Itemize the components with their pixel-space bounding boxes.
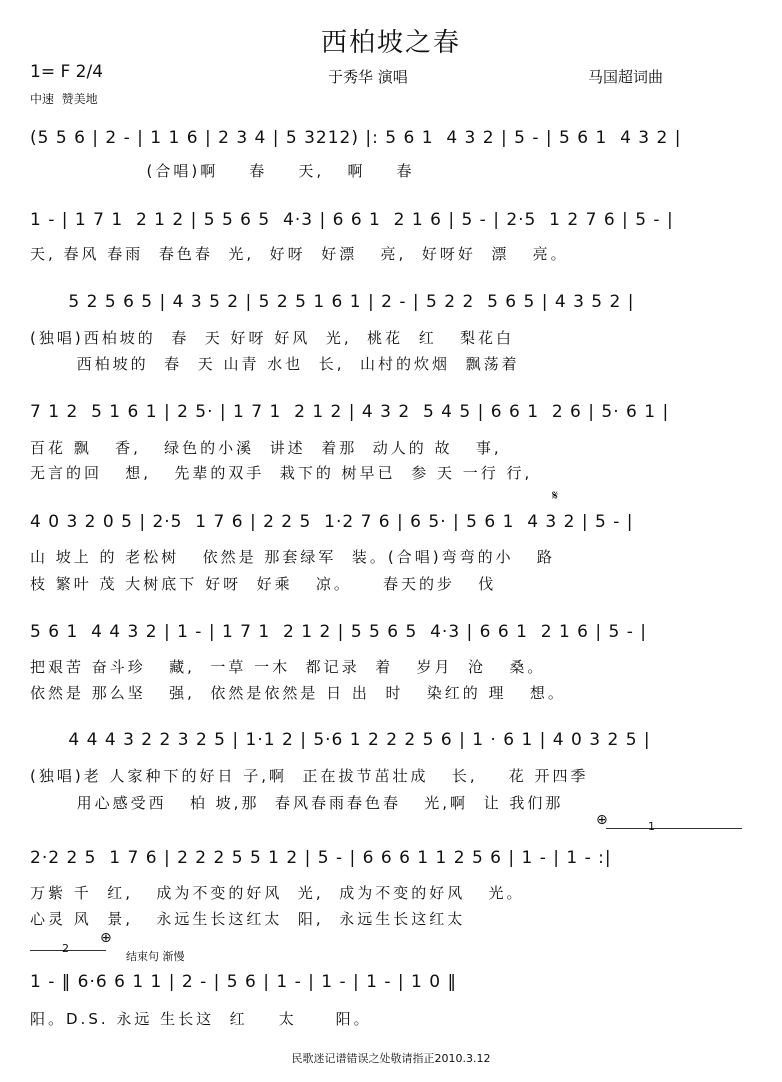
lyric-line: (独唱)老 人家种下的好日 子,啊 正在拔节茁壮成 长, 花 开四季 — [30, 767, 589, 785]
lyric-line: 万紫 千 红, 成为不变的好风 光, 成为不变的好风 光。 — [30, 884, 525, 902]
notation-line: 5 6 1 4 4 3 2 | 1 - | 1 7 1 2 1 2 | 5 5 6 5 4·3 | 6 6 1 2 1 6 | 5 - | — [30, 622, 648, 642]
page-title: 西柏坡之春 — [320, 28, 461, 58]
notation-line: 1 - | 1 7 1 2 1 2 | 5 5 6 5 4·3 | 6 6 1 2 1 6 | 5 - | 2·5 1 2 7 6 | 5 - | — [30, 210, 674, 230]
lyric-line: 把艰苦 奋斗珍 藏, 一草 一木 都记录 着 岁月 沧 桑。 — [30, 658, 546, 676]
lyric-line: 山 坡上 的 老松树 依然是 那套绿军 装。(合唱)弯弯的小 路 — [30, 548, 555, 566]
notation-line: 4 0 3 2 0 5 | 2·5 1 7 6 | 2 2 5 1·2 7 6 | 6 5· | 5 6 1 4 3 2 | 5 - | — [30, 512, 634, 532]
lyric-line: 依然是 那么坚 强, 依然是依然是 日 出 时 染红的 理 想。 — [30, 684, 566, 702]
composer-credit: 马国超词曲 — [588, 68, 664, 86]
coda-mark: ⊕ — [100, 930, 112, 946]
notation-line: 1 - ‖ 6·6 6 1 1 | 2 - | 5 6 | 1 - | 1 - | 1 - | 1 0 ‖ — [30, 972, 457, 992]
volta-bracket-label: 2 — [62, 942, 69, 955]
lyric-line: (独唱)西柏坡的 春 天 好呀 好风 光, 桃花 红 梨花白 — [30, 329, 514, 347]
notation-line: 5 2 5 6 5 | 4 3 5 2 | 5 2 5 1 6 1 | 2 - | 5 2 2 5 6 5 | 4 3 5 2 | — [30, 292, 635, 312]
footer-note: 民歌迷记谱错误之处敬请指正2010.3.12 — [291, 1052, 491, 1065]
lyric-line: (合唱)啊 春 天, 啊 春 — [30, 162, 415, 180]
lyric-line: 无言的回 想, 先辈的双手 栽下的 树早已 参 天 一行 行, — [30, 464, 533, 482]
lyric-line: 百花 飘 香, 绿色的小溪 讲述 着那 动人的 故 事, — [30, 439, 502, 457]
segno-mark: 𝄋 — [552, 488, 559, 504]
notation-line: 7 1 2 5 1 6 1 | 2 5· | 1 7 1 2 1 2 | 4 3 2 5 4 5 | 6 6 1 2 6 | 5· 6 1 | — [30, 402, 670, 422]
lyric-line: 用心感受西 柏 坡,那 春风春雨春色春 光,啊 让 我们那 — [30, 794, 564, 812]
notation-line: (5 5 6 | 2 - | 1 1 6 | 2 3 4 | 5 3212) |: 5 6 1 4 3 2 | 5 - | 5 6 1 4 3 2 | — [30, 128, 682, 148]
key-signature: 1= F 2/4 — [30, 62, 104, 82]
lyric-line: 心灵 风 景, 永远生长这红太 阳, 永远生长这红太 — [30, 910, 466, 928]
volta-bracket-label: 1 — [648, 820, 655, 833]
notation-line: 4 4 4 3 2 2 3 2 5 | 1·1 2 | 5·6 1 2 2 2 5 6 | 1 · 6 1 | 4 0 3 2 5 | — [30, 730, 651, 750]
lyric-line: 阳。D.S. 永远 生长这 红 太 阳。 — [30, 1010, 372, 1028]
lyric-line: 西柏坡的 春 天 山青 水也 长, 山村的炊烟 飘荡着 — [30, 355, 520, 373]
coda-mark: ⊕ — [596, 812, 608, 828]
singer-credit: 于秀华 演唱 — [328, 68, 408, 86]
notation-line: 2·2 2 5 1 7 6 | 2 2 2 5 5 1 2 | 5 - | 6 6 6 1 1 2 5 6 | 1 - | 1 - :| — [30, 848, 612, 868]
ending-instruction: 结束句 渐慢 — [126, 950, 185, 963]
lyric-line: 天, 春风 春雨 春色春 光, 好呀 好漂 亮, 好呀好 漂 亮。 — [30, 245, 569, 263]
lyric-line: 枝 繁叶 茂 大树底下 好呀 好乘 凉。 春天的步 伐 — [30, 575, 497, 593]
tempo-marking: 中速 赞美地 — [30, 92, 98, 106]
